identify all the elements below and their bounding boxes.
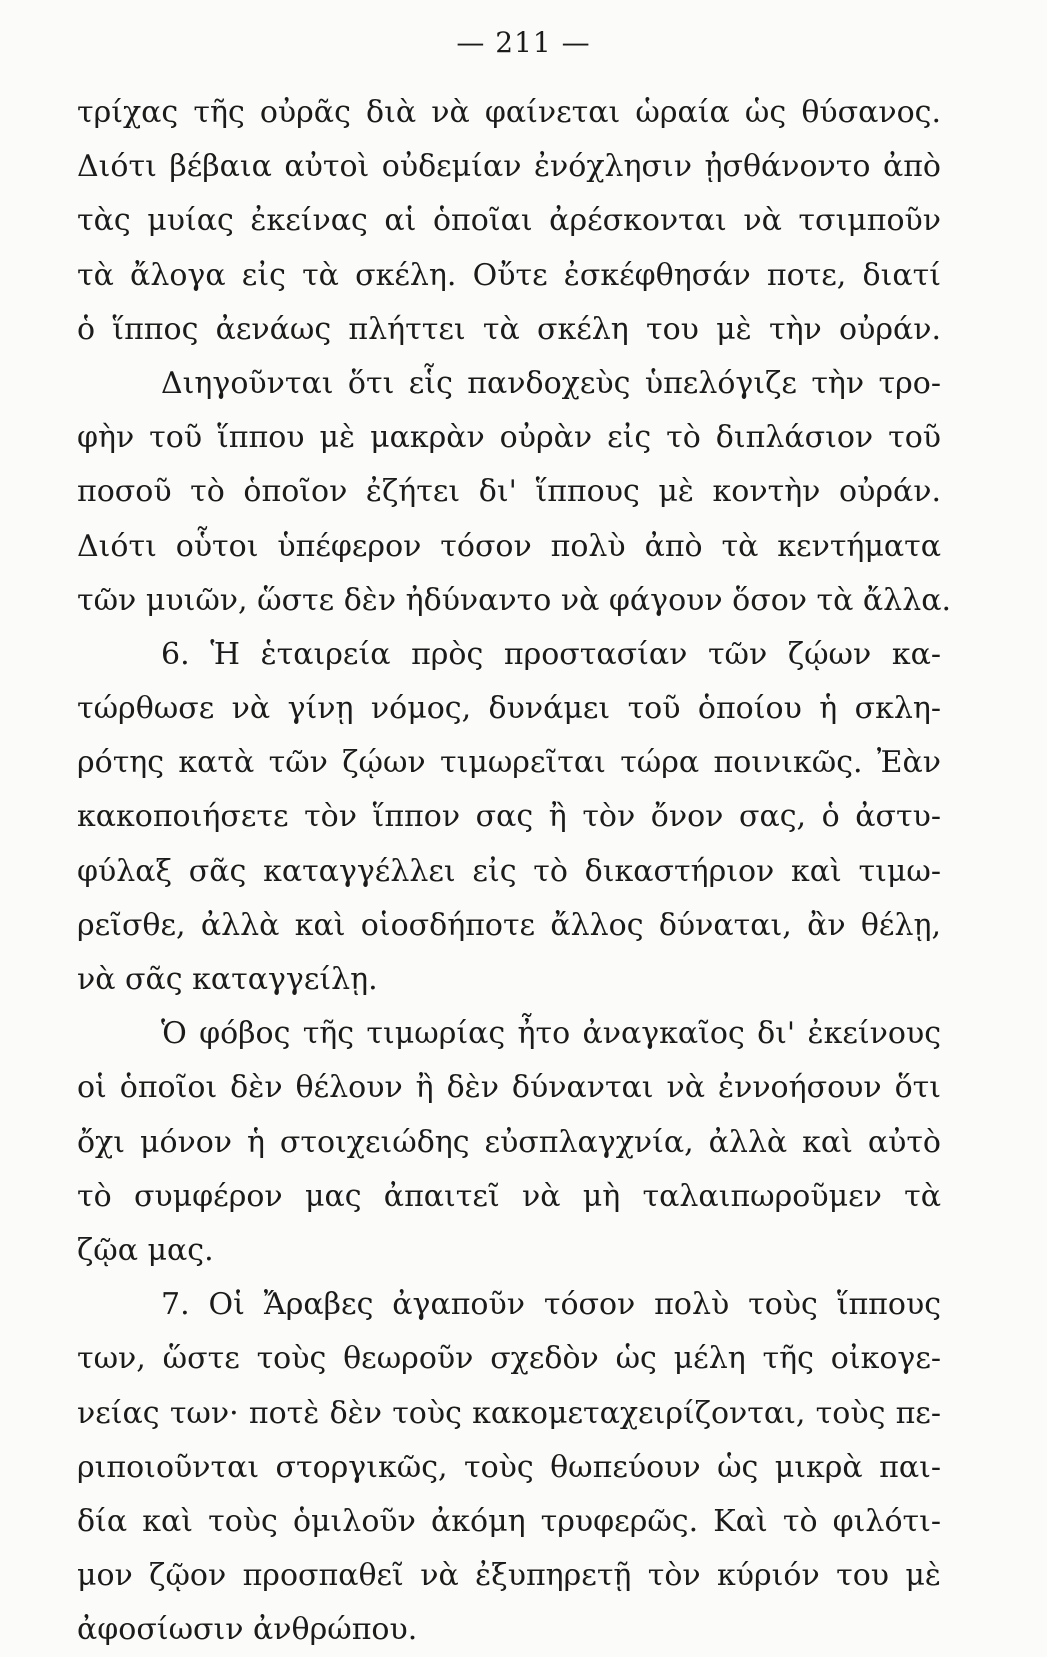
text-line: Διότι οὗτοι ὑπέφερον τόσον πολὺ ἀπὸ τὰ κεντήματα bbox=[77, 528, 941, 564]
text-line: ζῷα μας. bbox=[77, 1232, 214, 1268]
text-line: των, ὥστε τοὺς θεωροῦν σχεδὸν ὡς μέλη τῆς οἰκογε- bbox=[77, 1341, 941, 1377]
text-line: κακοποιήσετε τὸν ἵππον σας ἢ τὸν ὄνον σας, ὁ ἀστυ- bbox=[77, 799, 941, 835]
text-line: 6. Ἡ ἑταιρεία πρὸς προστασίαν τῶν ζῴων κα- bbox=[161, 636, 941, 672]
text-line: Διότι βέβαια αὐτοὶ οὐδεμίαν ἐνόχλησιν ᾐσθάνοντο ἀπὸ bbox=[77, 149, 941, 185]
text-line: ρεῖσθε, ἀλλὰ καὶ οἱοσδήποτε ἄλλος δύναται, ἂν θέλῃ, bbox=[77, 907, 941, 943]
text-line: φύλαξ σᾶς καταγγέλλει εἰς τὸ δικαστήριον καὶ τιμω- bbox=[77, 853, 941, 889]
page-number: — 211 — bbox=[456, 26, 591, 59]
text-line: μον ζῷον προσπαθεῖ νὰ ἐξυπηρετῇ τὸν κύριόν του μὲ bbox=[77, 1558, 941, 1594]
text-line: φὴν τοῦ ἵππου μὲ μακρὰν οὐρὰν εἰς τὸ διπλάσιον τοῦ bbox=[77, 420, 941, 456]
text-line: τὸ συμφέρον μας ἀπαιτεῖ νὰ μὴ ταλαιπωροῦμεν τὰ bbox=[77, 1178, 941, 1214]
text-line: 7. Οἱ Ἄραβες ἀγαποῦν τόσον πολὺ τοὺς ἵππους bbox=[161, 1287, 941, 1323]
text-line: ὁ ἵππος ἀενάως πλήττει τὰ σκέλη του μὲ τὴν οὐράν. bbox=[77, 311, 941, 347]
text-line: νὰ σᾶς καταγγείλῃ. bbox=[77, 962, 378, 997]
text-line: ὄχι μόνον ἡ στοιχειώδης εὐσπλαγχνία, ἀλλὰ καὶ αὐτὸ bbox=[77, 1124, 941, 1160]
text-line: οἱ ὁποῖοι δὲν θέλουν ἢ δὲν δύνανται νὰ ἐννοήσουν ὅτι bbox=[77, 1070, 941, 1106]
text-line: τρίχας τῆς οὐρᾶς διὰ νὰ φαίνεται ὡραία ὡς θύσανος. bbox=[77, 95, 941, 130]
text-line: δία καὶ τοὺς ὁμιλοῦν ἀκόμη τρυφερῶς. Καὶ τὸ φιλότι- bbox=[77, 1503, 941, 1539]
text-line: νείας των· ποτὲ δὲν τοὺς κακομεταχειρίζονται, τοὺς πε- bbox=[77, 1395, 941, 1431]
text-line: Διηγοῦνται ὅτι εἷς πανδοχεὺς ὑπελόγιζε τὴν τρο- bbox=[161, 365, 941, 401]
text-line: ριποιοῦνται στοργικῶς, τοὺς θωπεύουν ὡς μικρὰ παι- bbox=[77, 1449, 941, 1485]
text-line: τὰς μυίας ἐκείνας αἱ ὁποῖαι ἀρέσκονται νὰ τσιμποῦν bbox=[77, 203, 941, 239]
text-line: Ὁ φόβος τῆς τιμωρίας ἦτο ἀναγκαῖος δι' ἐκείνους bbox=[161, 1016, 941, 1052]
text-line: τώρθωσε νὰ γίνῃ νόμος, δυνάμει τοῦ ὁποίου ἡ σκλη- bbox=[77, 691, 941, 727]
text-line: ρότης κατὰ τῶν ζῴων τιμωρεῖται τώρα ποινικῶς. Ἐὰν bbox=[77, 745, 941, 781]
text-line: ποσοῦ τὸ ὁποῖον ἐζήτει δι' ἵππους μὲ κοντὴν οὐράν. bbox=[77, 474, 941, 510]
text-line: ἀφοσίωσιν ἀνθρώπου. bbox=[77, 1612, 418, 1648]
text-line: τῶν μυιῶν, ὥστε δὲν ἠδύναντο νὰ φάγουν ὅσον τὰ ἄλλα. bbox=[77, 582, 951, 618]
text-line: τὰ ἄλογα εἰς τὰ σκέλη. Οὔτε ἐσκέφθησάν ποτε, διατί bbox=[77, 257, 941, 293]
body-text bbox=[77, 86, 951, 1657]
